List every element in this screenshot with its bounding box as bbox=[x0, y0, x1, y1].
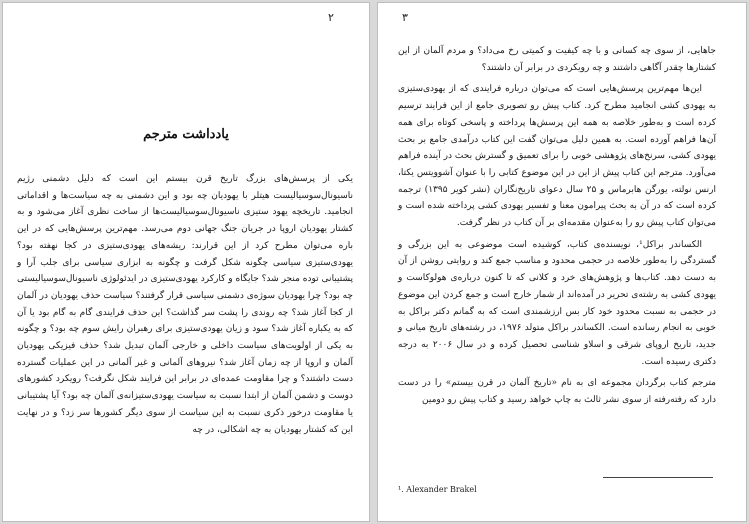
page-number: ۲ bbox=[328, 11, 334, 24]
page-title: یادداشت مترجم bbox=[143, 127, 229, 142]
body-paragraph: الکساندر براکل¹، نویسنده‌ی کتاب، کوشیده است موضوعی به این بزرگی و گستردگی را به‌طور خلاصه در حجمی محدود و مناسب جمع کند و روایتی روشن از آن به دست دهد. کتاب‌ها و پژوهش‌های خرد و کلانی که تا کنون درباره‌ی هولوکاست و یهودی کشی به رشته‌ی تحریر در آمده‌اند از شمار خارج است و جمع کردن این موضوع در حجمی به نسبت محدود خود کار بس ارزشمندی است که به گمانم دکتر براکل به خوبی به انجام رسانده است. الکساندر براکل متولد ۱۹۷۶، در رشته‌های تاریخ میانی و جدید، تاریخ اروپای شرقی و اسلاو شناسی تحصیل کرده و در سال ۲۰۰۶ به درجه دکتری رسیده است. bbox=[398, 239, 716, 367]
left-page bbox=[2, 2, 370, 522]
body-paragraph: این‌ها مهم‌ترین پرسش‌هایی است که می‌توان درباره فرایندی که از یهودی‌ستیزی به یهودی کشی انجامید مطرح کرد. کتاب پیش رو تصویری جامع از این فرایند ترسیم کرده است و به‌طور خلاصه به همه این پرسش‌ها پرداخته و پاسخی کوتاه برای همه آن‌ها فراهم آورده است. به همین دلیل می‌توان گفت این کتاب درآمدی جامع بر بحث یهودی کشی، سرنخ‌های پژوهشی خوبی را برای تعمیق و گسترش بحث در آینده فراهم می‌آورد. مترجم این کتاب پیش از این در این موضوع کتابی را با عنوان آشوویتس یکتا، ارنس نولته، یورگن هابرماس و ۲۵ سال دعوای تاریخ‌نگاران (نشر کویر ۱۳۹۵) ترجمه کرده است که در آن به بحث پیرامون معنا و تفسیر یهودی کشی پرداخته شده است و می‌توان کتاب پیش رو را به‌عنوان مقدمه‌ای بر آن کتاب در نظر گرفت. bbox=[398, 84, 717, 229]
footnote-divider bbox=[603, 477, 713, 478]
body-paragraph: مترجم کتاب برگردان مجموعه ای به نام «تاریخ آلمان در قرن بیستم» را در دست دارد که رفته‌رفته از سوی نشر ثالث به چاپ خواهد رسید و کتاب پیش رو دومین bbox=[398, 378, 716, 406]
body-paragraph: یکی از پرسش‌های بزرگ تاریخ قرن بیستم این است که دلیل دشمنی رژیم ناسیونال‌سوسیالیست هیتلر با یهودیان چه بود و این دشمنی به چه سیاست‌ها و اقداماتی انجامید. تاریخچه یهود ستیزی ناسیونال‌سوسیالیست‌ها از ساخت نظری آغاز می‌شود و به کشتار یهودیان اروپا در جریان جنگ جهانی دوم می‌رسد. مهم‌ترین پرسش‌هایی که در این باره می‌توان مطرح کرد از این قرارند: ریشه‌های یهودی‌ستیزی در کجا نهفته بود؟ یهودی‌ستیزی سیاسی چگونه شکل گرفت و چگونه به ابزاری سیاسی برای جلب آرا و پشتیبانی توده منجر شد؟ جایگاه و کارکرد یهودی‌ستیزی در ایدئولوژی ناسیونال‌سوسیالیستی چه بود؟ چرا یهودیان سوژه‌ی دشمنی سیاسی قرار گرفتند؟ سیاست حذف یهودیان در آلمان از کجا آغاز شد؟ چه روندی را پشت سر گذاشت؟ این حذف فرایندی گام به گام بود یا آن که به یکباره آغاز شد؟ سود و زیان یهودی‌ستیزی برای رهبران رایش سوم چه بود؟ و چگونه به یکی از اولویت‌های سیاست داخلی و خارجی آلمان تبدیل شد؟ حذف فیزیکی یهودیان آلمان و اروپا از چه زمان آغاز شد؟ نیروهای آلمانی و غیر آلمانی در این عملیات گسترده دست داشتند؟ و چرا مقاومت عمده‌ای در برابر این فرایند شکل نگرفت؟ رویکرد کشورهای دوست و دشمن آلمان از ابتدا نسبت به سیاست یهودی‌ستیزانه‌ی آلمان چه بود؟ آیا پشتیبانی یا مقاومت درخور ذکری نسبت به این سیاست از سوی دیگر کشورها سر زد؟ و در نهایت این که کشتار یهودیان به چه اشکالی، در چه bbox=[17, 174, 353, 435]
page-number: ۳ bbox=[402, 11, 408, 24]
right-page bbox=[377, 2, 747, 522]
body-paragraph: جاهایی، از سوی چه کسانی و با چه کیفیت و کمیتی رخ می‌داد؟ و مردم آلمان از این کشتارها چقدر آگاهی داشتند و چه رویکردی در برابر آن داشتند؟ bbox=[398, 46, 716, 73]
footnote: ¹. Alexander Brakel bbox=[398, 485, 477, 494]
body-text bbox=[398, 43, 716, 414]
